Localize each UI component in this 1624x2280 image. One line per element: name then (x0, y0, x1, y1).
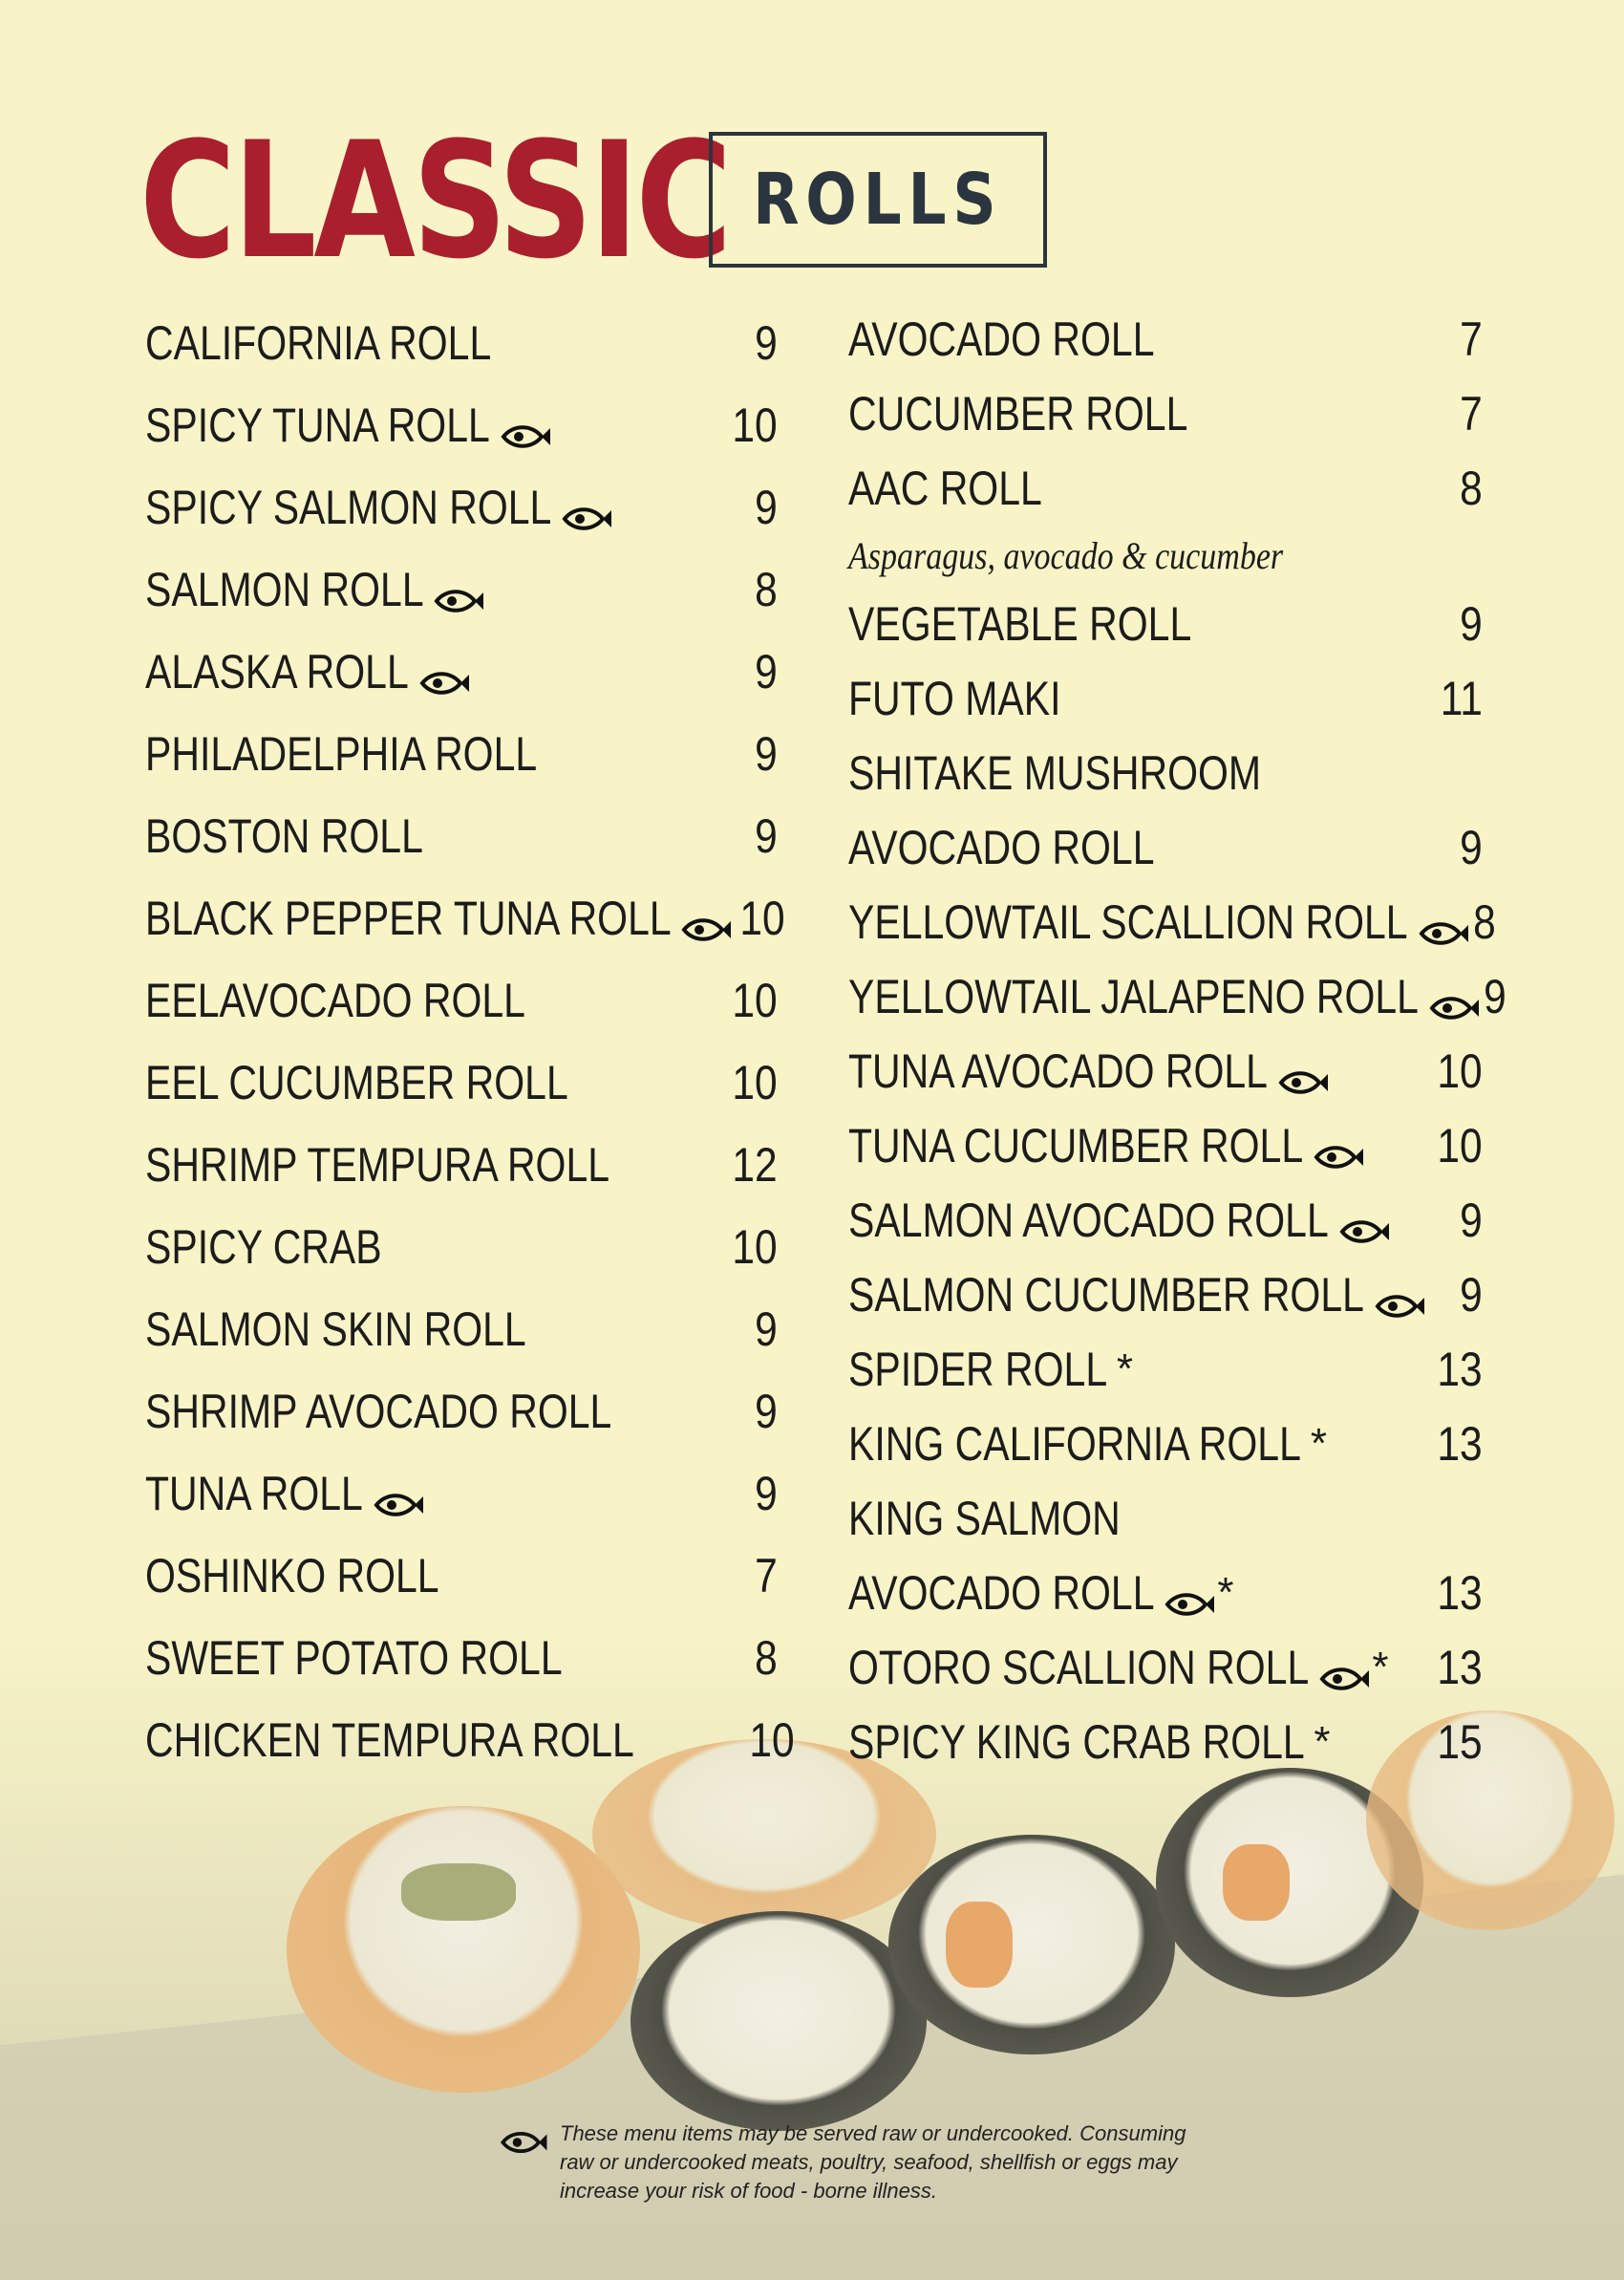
menu-item-name-group (848, 969, 1480, 1024)
menu-item-price: 13 (1437, 1417, 1483, 1471)
menu-item-price: 8 (755, 563, 778, 616)
menu-item (848, 451, 1483, 526)
menu-item-name: YELLOWTAIL JALAPENO ROLL (848, 970, 1419, 1023)
menu-item-name: SPIDER ROLL (848, 1343, 1108, 1396)
menu-item-name: SHRIMP TEMPURA ROLL (145, 1138, 610, 1192)
menu-item-name-group (145, 1466, 424, 1521)
menu-item (848, 810, 1483, 885)
menu-item-name-group (848, 596, 1267, 652)
menu-item (145, 1535, 778, 1617)
sushi-roll-image (630, 1911, 927, 2131)
menu-item-name: YELLOWTAIL SCALLION ROLL (848, 895, 1408, 949)
menu-item (848, 1556, 1483, 1630)
menu-item-name: BOSTON ROLL (145, 809, 423, 863)
menu-item-price: 10 (732, 974, 778, 1027)
raw-fish-icon (500, 409, 551, 441)
menu-item-price: 9 (755, 316, 778, 370)
menu-item (848, 885, 1496, 959)
menu-item-name: SALMON AVOCADO ROLL (848, 1194, 1329, 1247)
menu-item (145, 548, 778, 631)
menu-item-price: 9 (755, 645, 778, 699)
warning-line: These menu items may be served raw or undercooked. Consuming (560, 2121, 1186, 2145)
raw-fish-icon (1277, 1055, 1329, 1087)
menu-item-name: FUTO MAKI (848, 672, 1061, 725)
menu-item-price: 7 (1460, 312, 1483, 366)
menu-title-box (709, 132, 1047, 268)
asterisk-marker: * (1314, 1718, 1331, 1765)
raw-fish-icon (1418, 906, 1469, 938)
menu-item-name-group (145, 726, 623, 782)
menu-item-price: 7 (1460, 387, 1483, 441)
menu-item-name-group (848, 894, 1469, 950)
menu-item (848, 302, 1483, 376)
menu-item-price: 10 (739, 892, 785, 945)
menu-item (848, 1407, 1483, 1481)
menu-item-name: EELAVOCADO ROLL (145, 974, 525, 1027)
menu-item-name: CHICKEN TEMPURA ROLL (145, 1713, 634, 1767)
menu-title-rolls: ROLLS (753, 159, 1003, 241)
menu-item-price: 11 (1440, 672, 1483, 725)
raw-fish-icon (499, 2127, 548, 2158)
menu-item (848, 1108, 1483, 1183)
menu-item (848, 1332, 1483, 1407)
right-menu-column (848, 302, 1506, 1779)
menu-item-name: SPICY KING CRAB ROLL (848, 1715, 1305, 1769)
menu-item-name-group (848, 461, 1084, 516)
menu-item-price: 10 (1437, 1044, 1483, 1098)
item-description (848, 526, 1483, 587)
menu-item-name: TUNA AVOCADO ROLL (848, 1044, 1268, 1098)
menu-item-price: 9 (755, 809, 778, 863)
menu-item-name: EEL CUCUMBER ROLL (145, 1056, 568, 1109)
menu-item-name-group (145, 1137, 712, 1193)
menu-item (848, 661, 1483, 736)
menu-title-classic: CLASSIC (139, 107, 730, 294)
menu-item-name: AAC ROLL (848, 462, 1042, 515)
menu-item-price: 9 (755, 1302, 778, 1356)
menu-item-name-group (145, 1301, 609, 1357)
menu-item (145, 384, 778, 466)
raw-fish-icon (1374, 1279, 1425, 1311)
raw-fish-icon (1428, 980, 1480, 1013)
menu-item-name: TUNA ROLL (145, 1467, 363, 1520)
menu-item-price: 10 (749, 1713, 795, 1767)
menu-item-name: SALMON CUCUMBER ROLL (848, 1268, 1364, 1322)
sushi-filling (1223, 1844, 1290, 1921)
menu-item (848, 1481, 1483, 1556)
menu-item (145, 877, 785, 959)
menu-item-price: 10 (1437, 1119, 1483, 1172)
menu-item-name-group (145, 315, 567, 371)
menu-item (848, 959, 1506, 1034)
menu-item-price: 10 (732, 398, 778, 452)
left-menu-column (145, 302, 795, 1781)
menu-item-name-group (848, 1565, 1234, 1621)
menu-item-name-group (848, 312, 1222, 367)
raw-fish-icon (561, 491, 612, 524)
warning-line: increase your risk of food - borne illness. (560, 2179, 937, 2203)
menu-item-name-group (145, 480, 612, 535)
menu-item-name-group (848, 1416, 1327, 1472)
menu-item-price: 9 (1484, 970, 1506, 1023)
menu-item (848, 1705, 1483, 1779)
asterisk-marker: * (1310, 1420, 1327, 1467)
menu-item-name: SWEET POTATO ROLL (145, 1631, 563, 1685)
menu-item (145, 1699, 795, 1781)
asterisk-marker: * (1217, 1569, 1234, 1616)
menu-item (145, 1288, 778, 1370)
menu-item-name: SALMON SKIN ROLL (145, 1302, 526, 1356)
menu-item-name-group (145, 1548, 503, 1603)
menu-item-name-group (145, 891, 732, 946)
raw-fish-icon (1313, 1129, 1364, 1162)
menu-item (848, 1183, 1483, 1258)
menu-item-name: KING SALMON (848, 1492, 1121, 1545)
menu-item-name: VEGETABLE ROLL (848, 597, 1192, 651)
menu-item (145, 1124, 778, 1206)
raw-fish-icon (418, 656, 470, 688)
menu-item-price: 8 (1460, 462, 1483, 515)
warning-line: raw or undercooked meats, poultry, seafood, shellfish or eggs may (560, 2150, 1178, 2174)
menu-item-price: 9 (1460, 1268, 1483, 1322)
menu-item-name-group (848, 1342, 1133, 1397)
menu-item (848, 587, 1483, 661)
menu-item-name-group (145, 398, 551, 453)
asterisk-marker: * (1372, 1644, 1389, 1690)
menu-item-price: 12 (732, 1138, 778, 1192)
menu-item-name-group (145, 1712, 741, 1768)
menu-item-name-group (145, 562, 484, 617)
menu-item-name-group (848, 745, 1352, 801)
sushi-filling (401, 1863, 516, 1921)
menu-item-price: 13 (1437, 1343, 1483, 1396)
menu-item-name: SHITAKE MUSHROOM (848, 746, 1262, 800)
menu-item (145, 1452, 778, 1535)
raw-fish-icon (1164, 1577, 1215, 1609)
menu-item-name: AVOCADO ROLL (848, 1566, 1155, 1620)
item-description-text: Asparagus, avocado & cucumber (848, 534, 1284, 577)
menu-item-name-group (848, 1267, 1425, 1323)
menu-item (145, 795, 778, 877)
menu-item-price: 9 (1460, 597, 1483, 651)
menu-item-price: 7 (755, 1549, 778, 1602)
raw-fish-icon (433, 573, 484, 606)
menu-item-price: 13 (1437, 1566, 1483, 1620)
menu-item-price: 10 (732, 1220, 778, 1274)
menu-item (145, 302, 778, 384)
menu-item (145, 713, 778, 795)
menu-item-price: 8 (755, 1631, 778, 1685)
menu-item-name: AVOCADO ROLL (848, 312, 1155, 366)
menu-item-name: OTORO SCALLION ROLL (848, 1641, 1310, 1694)
menu-item (145, 1370, 778, 1452)
sushi-roll-image (888, 1835, 1175, 2054)
menu-item (848, 736, 1483, 810)
menu-item-name: SPICY TUNA ROLL (145, 398, 490, 452)
menu-item-name: SHRIMP AVOCADO ROLL (145, 1385, 612, 1438)
menu-item-name: SPICY CRAB (145, 1220, 382, 1274)
menu-item (145, 1042, 778, 1124)
menu-item-price: 9 (1460, 1194, 1483, 1247)
menu-item (145, 631, 778, 713)
menu-item-price: 10 (732, 1056, 778, 1109)
raw-fish-icon (373, 1477, 424, 1510)
menu-item-name-group (848, 1640, 1389, 1695)
menu-item-name-group (848, 386, 1262, 441)
menu-item-name: AVOCADO ROLL (848, 821, 1155, 874)
menu-item (848, 1258, 1483, 1332)
menu-item-name-group (848, 1491, 1180, 1546)
menu-item-name-group (145, 973, 609, 1028)
menu-item-name: ALASKA ROLL (145, 645, 409, 699)
raw-food-warning (499, 2119, 1186, 2205)
raw-fish-icon (1338, 1204, 1390, 1237)
menu-item-name-group (848, 1118, 1364, 1173)
menu-item-name-group (145, 1219, 434, 1275)
menu-item-name-group (848, 671, 1107, 726)
raw-fish-icon (1318, 1651, 1370, 1684)
menu-item (848, 376, 1483, 451)
menu-item-name: OSHINKO ROLL (145, 1549, 439, 1602)
menu-item (145, 959, 778, 1042)
menu-item-price: 9 (1460, 821, 1483, 874)
menu-item-price: 9 (755, 1385, 778, 1438)
menu-item-price: 15 (1437, 1715, 1483, 1769)
menu-item (848, 1034, 1483, 1108)
menu-item-name: SPICY SALMON ROLL (145, 481, 552, 534)
sushi-filling (946, 1902, 1013, 1988)
menu-item-name: CUCUMBER ROLL (848, 387, 1188, 441)
menu-item-name-group (848, 1714, 1330, 1770)
menu-item-name-group (145, 1055, 661, 1110)
asterisk-marker: * (1116, 1345, 1133, 1392)
menu-item (145, 1206, 778, 1288)
menu-item-name: KING CALIFORNIA ROLL (848, 1417, 1301, 1471)
menu-item-name: TUNA CUCUMBER ROLL (848, 1119, 1304, 1172)
menu-item-name: SALMON ROLL (145, 563, 424, 616)
menu-item-name-group (145, 808, 484, 864)
menu-item-name: PHILADELPHIA ROLL (145, 727, 538, 781)
menu-item-price: 13 (1437, 1641, 1483, 1694)
menu-item (145, 1617, 778, 1699)
menu-item-price: 8 (1472, 895, 1496, 949)
menu-item-name-group (848, 1193, 1390, 1248)
raw-fish-icon (680, 902, 732, 935)
menu-item (145, 466, 778, 548)
menu-item-price: 9 (755, 727, 778, 781)
menu-item-name: CALIFORNIA ROLL (145, 316, 492, 370)
menu-item-name-group (848, 1043, 1329, 1099)
menu-item-name-group (145, 644, 470, 699)
warning-text (560, 2119, 1186, 2205)
menu-item-name-group (848, 820, 1222, 875)
menu-item (848, 1630, 1483, 1705)
menu-item-name: BLACK PEPPER TUNA ROLL (145, 892, 672, 945)
sushi-roll-image (287, 1806, 640, 2093)
menu-item-name-group (145, 1384, 715, 1439)
menu-item-name-group (145, 1630, 654, 1686)
menu-item-price: 9 (755, 1467, 778, 1520)
menu-item-price: 9 (755, 481, 778, 534)
